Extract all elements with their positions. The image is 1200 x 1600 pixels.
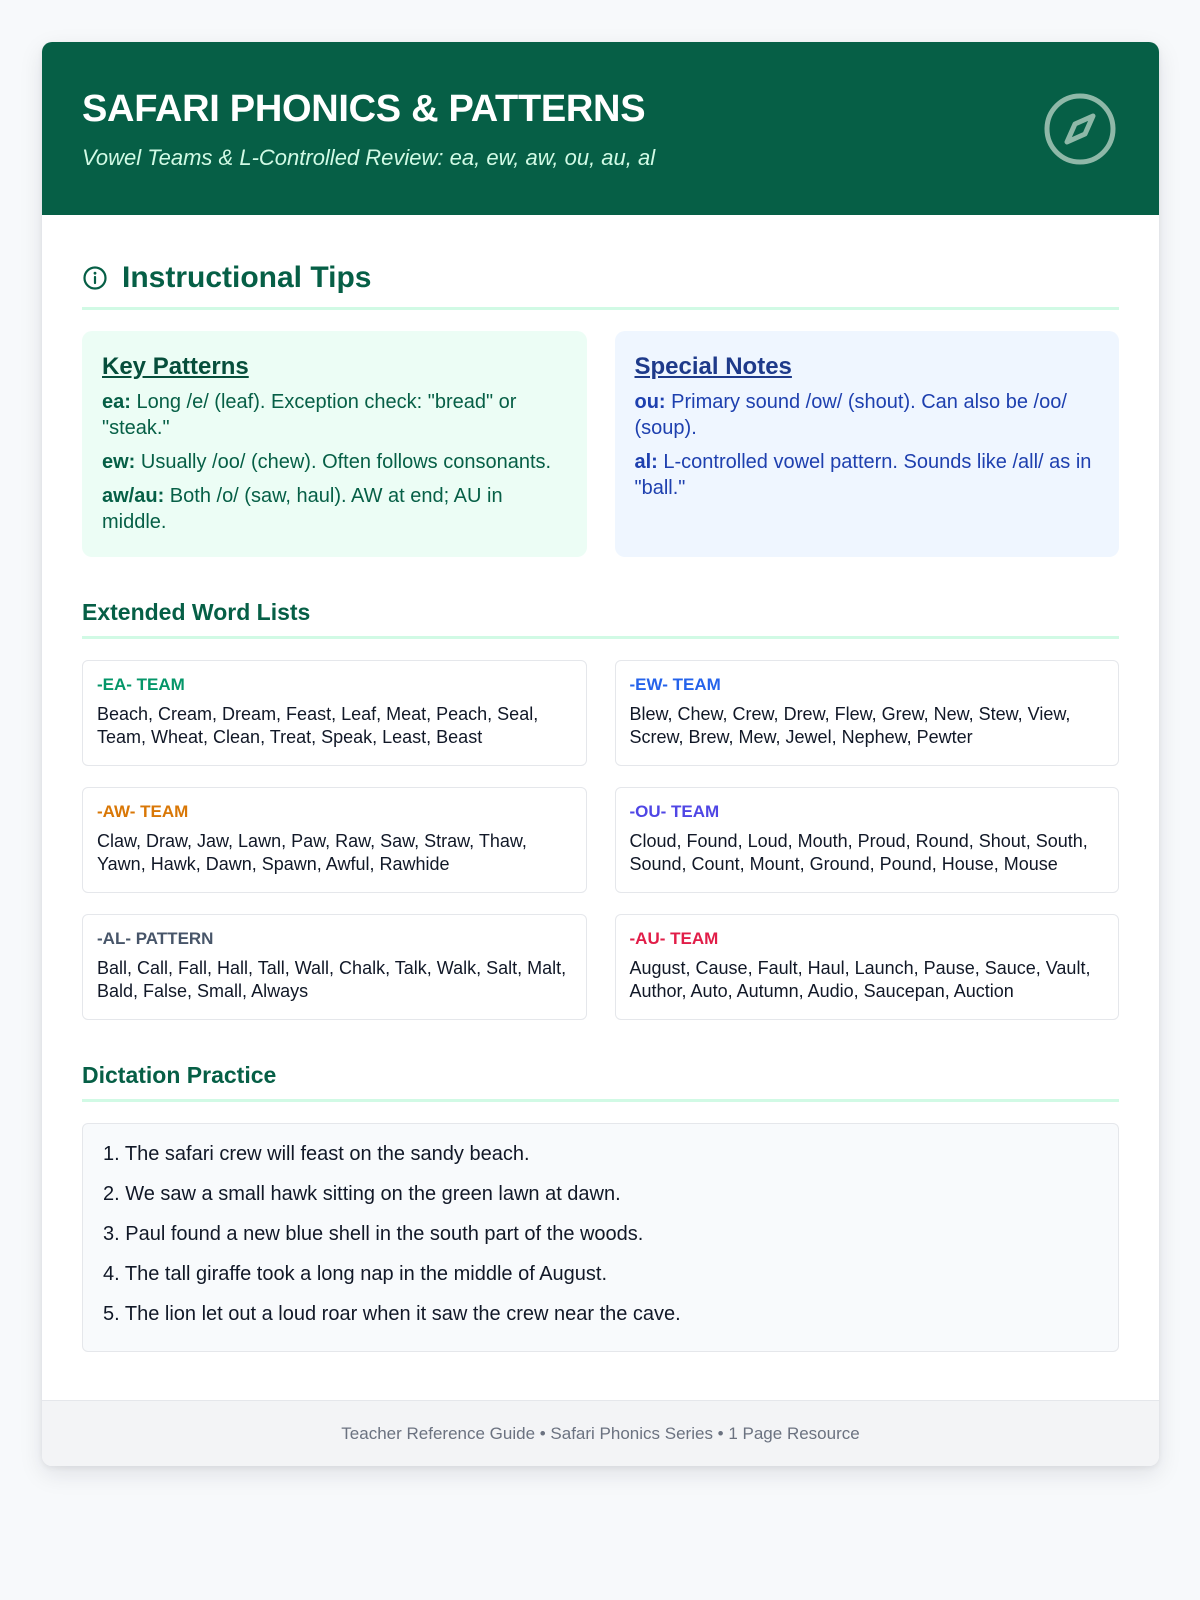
word-list-words: August, Cause, Fault, Haul, Launch, Pause, Sauce, Vault, Author, Auto, Autumn, Audio, Saucepan, Auction <box>629 958 1091 1001</box>
word-list-ou <box>615 787 1120 893</box>
word-list-label: -AW- TEAM <box>97 802 189 821</box>
info-icon <box>82 265 108 291</box>
tips-heading <box>82 261 1119 310</box>
dictation-box <box>82 1123 1119 1352</box>
word-list-label: -OU- TEAM <box>629 802 720 821</box>
key-pattern-item: aw/au: Both /o/ (saw, haul). AW at end; AU in middle. <box>102 485 503 533</box>
key-pattern-item: ea: Long /e/ (leaf). Exception check: "bread" or "steak." <box>102 391 517 439</box>
dictation-heading <box>82 1062 1119 1102</box>
page-subtitle: Vowel Teams & L-Controlled Review: ea, ew, aw, ou, au, al <box>82 145 656 170</box>
word-list-label: -EW- TEAM <box>629 675 721 694</box>
word-list-words: Cloud, Found, Loud, Mouth, Proud, Round, Shout, South, Sound, Count, Mount, Ground, Pound, House, Mouse <box>629 831 1088 874</box>
word-lists-title: Extended Word Lists <box>82 599 311 625</box>
word-list-aw <box>82 787 587 893</box>
page-header <box>42 42 1159 215</box>
word-list-words: Beach, Cream, Dream, Feast, Leaf, Meat, Peach, Seal, Team, Wheat, Clean, Treat, Speak, Least, Beast <box>97 704 539 747</box>
page-title: SAFARI PHONICS & PATTERNS <box>82 88 646 130</box>
dictation-sentence: 4. The tall giraffe took a long nap in the middle of August. <box>103 1263 608 1285</box>
special-notes-title: Special Notes <box>634 353 792 380</box>
word-list-words: Blew, Chew, Crew, Drew, Flew, Grew, New, Stew, View, Screw, Brew, Mew, Jewel, Nephew, Pewter <box>629 704 1071 747</box>
worksheet-card <box>42 42 1159 1466</box>
special-notes-box <box>615 331 1120 557</box>
key-patterns-box <box>82 331 587 557</box>
word-lists-grid <box>82 660 1119 1020</box>
word-list-words: Ball, Call, Fall, Hall, Tall, Wall, Chalk, Talk, Walk, Salt, Malt, Bald, False, Small, Always <box>97 958 567 1001</box>
compass-icon <box>1043 92 1117 166</box>
key-patterns-title: Key Patterns <box>102 353 249 380</box>
word-list-words: Claw, Draw, Jaw, Lawn, Paw, Raw, Saw, Straw, Thaw, Yawn, Hawk, Dawn, Spawn, Awful, Rawhide <box>97 831 527 874</box>
word-list-label: -AL- PATTERN <box>97 929 214 948</box>
word-lists-heading <box>82 599 1119 639</box>
word-list-al <box>82 914 587 1020</box>
page-footer: Teacher Reference Guide • Safari Phonics Series • 1 Page Resource <box>42 1400 1159 1466</box>
word-list-label: -AU- TEAM <box>629 929 719 948</box>
special-note-item: ou: Primary sound /ow/ (shout). Can also be /oo/ (soup). <box>634 391 1067 439</box>
dictation-sentence: 3. Paul found a new blue shell in the south part of the woods. <box>103 1223 644 1245</box>
key-pattern-item: ew: Usually /oo/ (chew). Often follows consonants. <box>102 451 552 473</box>
dictation-sentence: 1. The safari crew will feast on the sandy beach. <box>103 1143 530 1165</box>
dictation-title: Dictation Practice <box>82 1062 277 1088</box>
word-list-ea <box>82 660 587 766</box>
word-list-label: -EA- TEAM <box>97 675 185 694</box>
dictation-sentence: 2. We saw a small hawk sitting on the green lawn at dawn. <box>103 1183 621 1205</box>
dictation-sentence: 5. The lion let out a loud roar when it saw the crew near the cave. <box>103 1303 681 1325</box>
word-list-au <box>615 914 1120 1020</box>
special-note-item: al: L-controlled vowel pattern. Sounds like /all/ as in "ball." <box>634 451 1092 499</box>
word-list-ew <box>615 660 1120 766</box>
tips-title: Instructional Tips <box>122 261 372 294</box>
